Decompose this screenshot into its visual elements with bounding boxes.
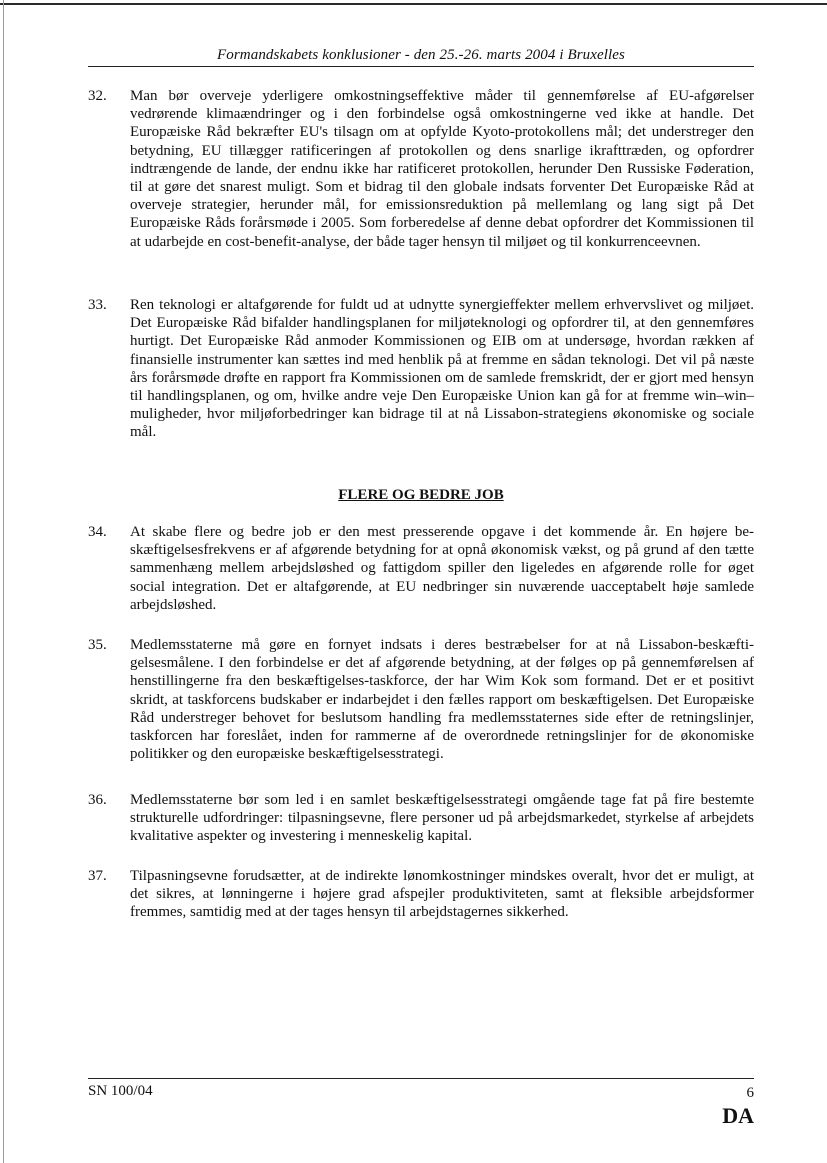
paragraph-number: 33. [88, 297, 107, 313]
paragraph-text: Medlemsstaterne bør som led i en samlet beskæftigelsesstrategi omgående tage fat på fire bestemte strukturelle udfordringer: tilpasningsevne, flere personer ud på arbejdsmarkedet, styrkelse af arbejdets kvalitative aspekter og investering i menneskelig kapital. [130, 792, 754, 845]
paragraph-text: Ren teknologi er altafgørende for fuldt ud at udnytte synergieffekter mellem erhvervslivet og miljøet. Det Europæiske Råd bifalder handlingsplanen for miljøteknologi og opfordrer til, at den gennemføres hurtigt. Det Europæiske Råd anmoder Kommissionen og EIB om at undersøge, hvordan rækken af finansielle instrumenter kan sættes ind med henblik på at fremme en sådan teknologi. Det vil på næste års forårsmøde drøfte en rapport fra Kommissionen om de samlede fremskridt, der er gjort med hensyn til handlingsplanen, og om, hvilke andre veje Den Europæiske Union kan gå for at fremme win–win–muligheder, hvor miljøforbedringer kan bidrage til at nå Lissabon-strategiens økonomiske og sociale mål. [130, 297, 754, 441]
document-reference: SN 100/04 [88, 1083, 153, 1099]
paragraph-number: 35. [88, 637, 107, 653]
paragraph-text: Medlemsstaterne må gøre en fornyet indsats i deres bestræbelser for at nå Lissabon-beskæftigelsesmålene. I den forbindelse er det af afgørende betydning, at der følges op på gennemførelsen af henstillingerne fra den beskæftigelses-taskforce, der har Wim Kok som formand. Det er et positivt skridt, at taskforcens budskaber er indarbejdet i den fælles rapport om beskæftigelsen. Det Europæiske Råd understreger behovet for beslutsom handling fra medlemsstaternes side efter de retningslinjer, taskforcen har foreslået, inden for rammerne af de overordnede retningslinjer for de økonomiske politikker og den europæiske beskæftigelsesstrategi. [130, 637, 754, 763]
paragraph-number: 32. [88, 88, 107, 104]
paragraph-text: At skabe flere og bedre job er den mest presserende opgave i det kommende år. En højere beskæftigelsesfrekvens er af afgørende betydning for at opnå økonomisk vækst, og på grund af den tætte sammenhæng mellem arbejdsløshed og fattigdom spiller den ligeledes en afgørende rolle for øget social integration. Det er altafgørende, at EU nedbringer sin nuværende uacceptabelt høje samlede arbejdsløshed. [130, 524, 754, 613]
paragraph-number: 37. [88, 868, 107, 884]
paragraph-text: Tilpasningsevne forudsætter, at de indirekte lønomkostninger mindskes overalt, hvor det er muligt, at det sikres, at lønningerne i højere grad afspejler produktiviteten, samt at fleksible arbejdsformer fremmes, samtidig med at der tages hensyn til arbejdstagernes sikkerhed. [130, 868, 754, 921]
paragraph-37 [88, 867, 754, 922]
footer-divider [88, 1078, 754, 1079]
paragraph-33 [88, 296, 754, 442]
header-divider [88, 66, 754, 67]
page-number: 6 [746, 1085, 754, 1101]
paragraph-number: 36. [88, 792, 107, 808]
paragraph-text: Man bør overveje yderligere omkostningseffektive måder til gennemførelse af EU-afgørelser vedrørende klimaændringer og i den forbindelse også omkostningerne ved ikke at handle. Det Europæiske Råd bekræfter EU's tilsagn om at opfylde Kyoto-protokollens mål; det understreger den betydning, EU tillægger ratificeringen af protokollen og dens snarlige ikrafttræden, og opfordrer indtrængende de lande, der endnu ikke har ratificeret protokollen, herunder Den Russiske Føderation, til at gøre det snarest muligt. Som et bidrag til den globale indsats forventer Det Europæiske Råd at overveje strategier, herunder mål, for emissionsreduktion på mellemlang og lang sigt på Det Europæiske Råds forårsmøde i 2005. Som forberedelse af denne debat opfordrer det Kommissionen til at udarbejde en cost-benefit-analyse, der både tager hensyn til miljøet og til konkurrenceevnen. [130, 88, 754, 250]
scan-edge-top [0, 3, 827, 5]
paragraph-number: 34. [88, 524, 107, 540]
paragraph-34 [88, 523, 754, 614]
scan-edge-left [3, 0, 4, 1163]
page-header-title: Formandskabets konklusioner - den 25.-26. marts 2004 i Bruxelles [216, 47, 625, 63]
section-heading: FLERE OG BEDRE JOB [338, 487, 504, 503]
paragraph-36 [88, 791, 754, 846]
paragraph-35 [88, 636, 754, 763]
language-code: DA [722, 1103, 754, 1128]
paragraph-32 [88, 87, 754, 251]
